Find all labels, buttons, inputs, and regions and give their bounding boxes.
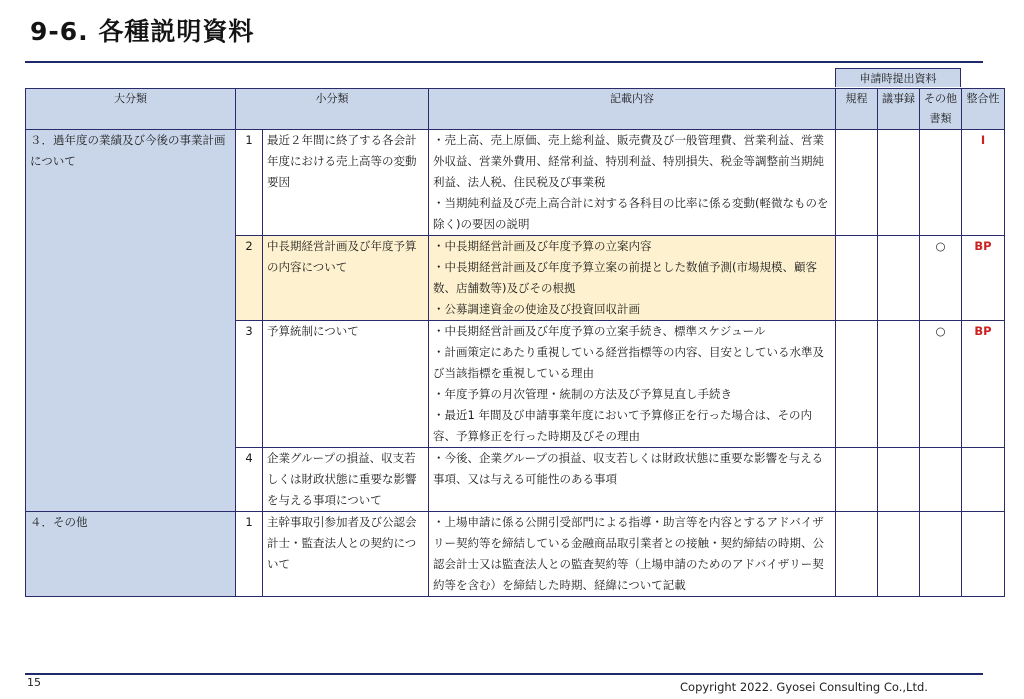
title-divider xyxy=(25,61,983,63)
header-major-category: 大分類 xyxy=(26,89,236,130)
content-cell: ・中長期経営計画及び年度予算の立案手続き、標準スケジュール ・計画策定にあたり重視している経営指標等の内容、目安としている水準及び当該指標を重視している理由 ・年度予算の月次管理・統制の方法及び予算見直し手続き ・最近1 年間及び申請事業年度において予算修正を行った場合は、その内容、予算修正を行った時期及びその理由 xyxy=(429,321,836,448)
table-row xyxy=(26,130,1005,236)
other-docs-cell xyxy=(920,448,962,512)
row-number: 3 xyxy=(236,321,263,448)
page-title: 9-6. 各種説明資料 xyxy=(30,17,255,46)
row-number: 1 xyxy=(236,512,263,597)
header-consistency: 整合性 xyxy=(962,89,1005,130)
minutes-cell xyxy=(878,512,920,597)
consistency-cell xyxy=(962,512,1005,597)
minor-category-cell: 企業グループの損益、収支若しくは財政状態に重要な影響を与える事項について xyxy=(263,448,429,512)
header-minor-category: 小分類 xyxy=(236,89,429,130)
minutes-cell xyxy=(878,448,920,512)
minutes-cell xyxy=(878,321,920,448)
content-cell: ・中長期経営計画及び年度予算の立案内容 ・中長期経営計画及び年度予算立案の前提とした数値予測(市場規模、顧客数、店舗数等)及びその根拠 ・公募調達資金の使途及び投資回収計画 xyxy=(429,236,836,321)
rules-cell xyxy=(836,321,878,448)
major-category-cell: ４．その他 xyxy=(26,512,236,597)
other-docs-cell: ○ xyxy=(920,321,962,448)
consistency-cell: BP xyxy=(962,321,1005,448)
minor-category-cell: 予算統制について xyxy=(263,321,429,448)
content-cell: ・売上高、売上原価、売上総利益、販売費及び一般管理費、営業利益、営業外収益、営業外費用、経常利益、特別利益、特別損失、税金等調整前当期純利益、法人税、住民税及び事業税 ・当期純利益及び売上高合計に対する各科目の比率に係る変動(軽微なものを除く)の要因の説明 xyxy=(429,130,836,236)
row-number: 1 xyxy=(236,130,263,236)
header-other-docs: その他書類 xyxy=(920,89,962,130)
rules-cell xyxy=(836,130,878,236)
other-docs-cell: ○ xyxy=(920,236,962,321)
header-content: 記載内容 xyxy=(429,89,836,130)
copyright-notice: Copyright 2022. Gyosei Consulting Co.,Ltd. xyxy=(680,680,928,694)
header-minutes: 議事録 xyxy=(878,89,920,130)
consistency-cell: BP xyxy=(962,236,1005,321)
major-category-cell: ３．過年度の業績及び今後の事業計画について xyxy=(26,130,236,512)
rules-cell xyxy=(836,236,878,321)
row-number: 2 xyxy=(236,236,263,321)
minor-category-cell: 主幹事取引参加者及び公認会計士・監査法人との契約について xyxy=(263,512,429,597)
other-docs-cell xyxy=(920,130,962,236)
consistency-cell: I xyxy=(962,130,1005,236)
minutes-cell xyxy=(878,130,920,236)
group-header-submission-docs: 申請時提出資料 xyxy=(835,68,961,87)
rules-cell xyxy=(836,448,878,512)
header-rules: 規程 xyxy=(836,89,878,130)
row-number: 4 xyxy=(236,448,263,512)
documents-table xyxy=(25,88,1005,597)
content-cell: ・上場申請に係る公開引受部門による指導・助言等を内容とするアドバイザリー契約等を締結している金融商品取引業者との接触・契約締結の時期、公認会計士又は監査法人との監査契約等（上場申請のためのアドバイザリー契約等を含む）を締結した時期、経緯について記載 xyxy=(429,512,836,597)
table-row xyxy=(26,512,1005,597)
table-header-row xyxy=(26,89,1005,130)
consistency-cell xyxy=(962,448,1005,512)
minor-category-cell: 中長期経営計画及び年度予算の内容について xyxy=(263,236,429,321)
minutes-cell xyxy=(878,236,920,321)
rules-cell xyxy=(836,512,878,597)
footer-divider xyxy=(25,673,983,675)
content-cell: ・今後、企業グループの損益、収支若しくは財政状態に重要な影響を与える事項、又は与える可能性のある事項 xyxy=(429,448,836,512)
minor-category-cell: 最近２年間に終了する各会計年度における売上高等の変動要因 xyxy=(263,130,429,236)
other-docs-cell xyxy=(920,512,962,597)
page-number: 15 xyxy=(27,676,41,689)
